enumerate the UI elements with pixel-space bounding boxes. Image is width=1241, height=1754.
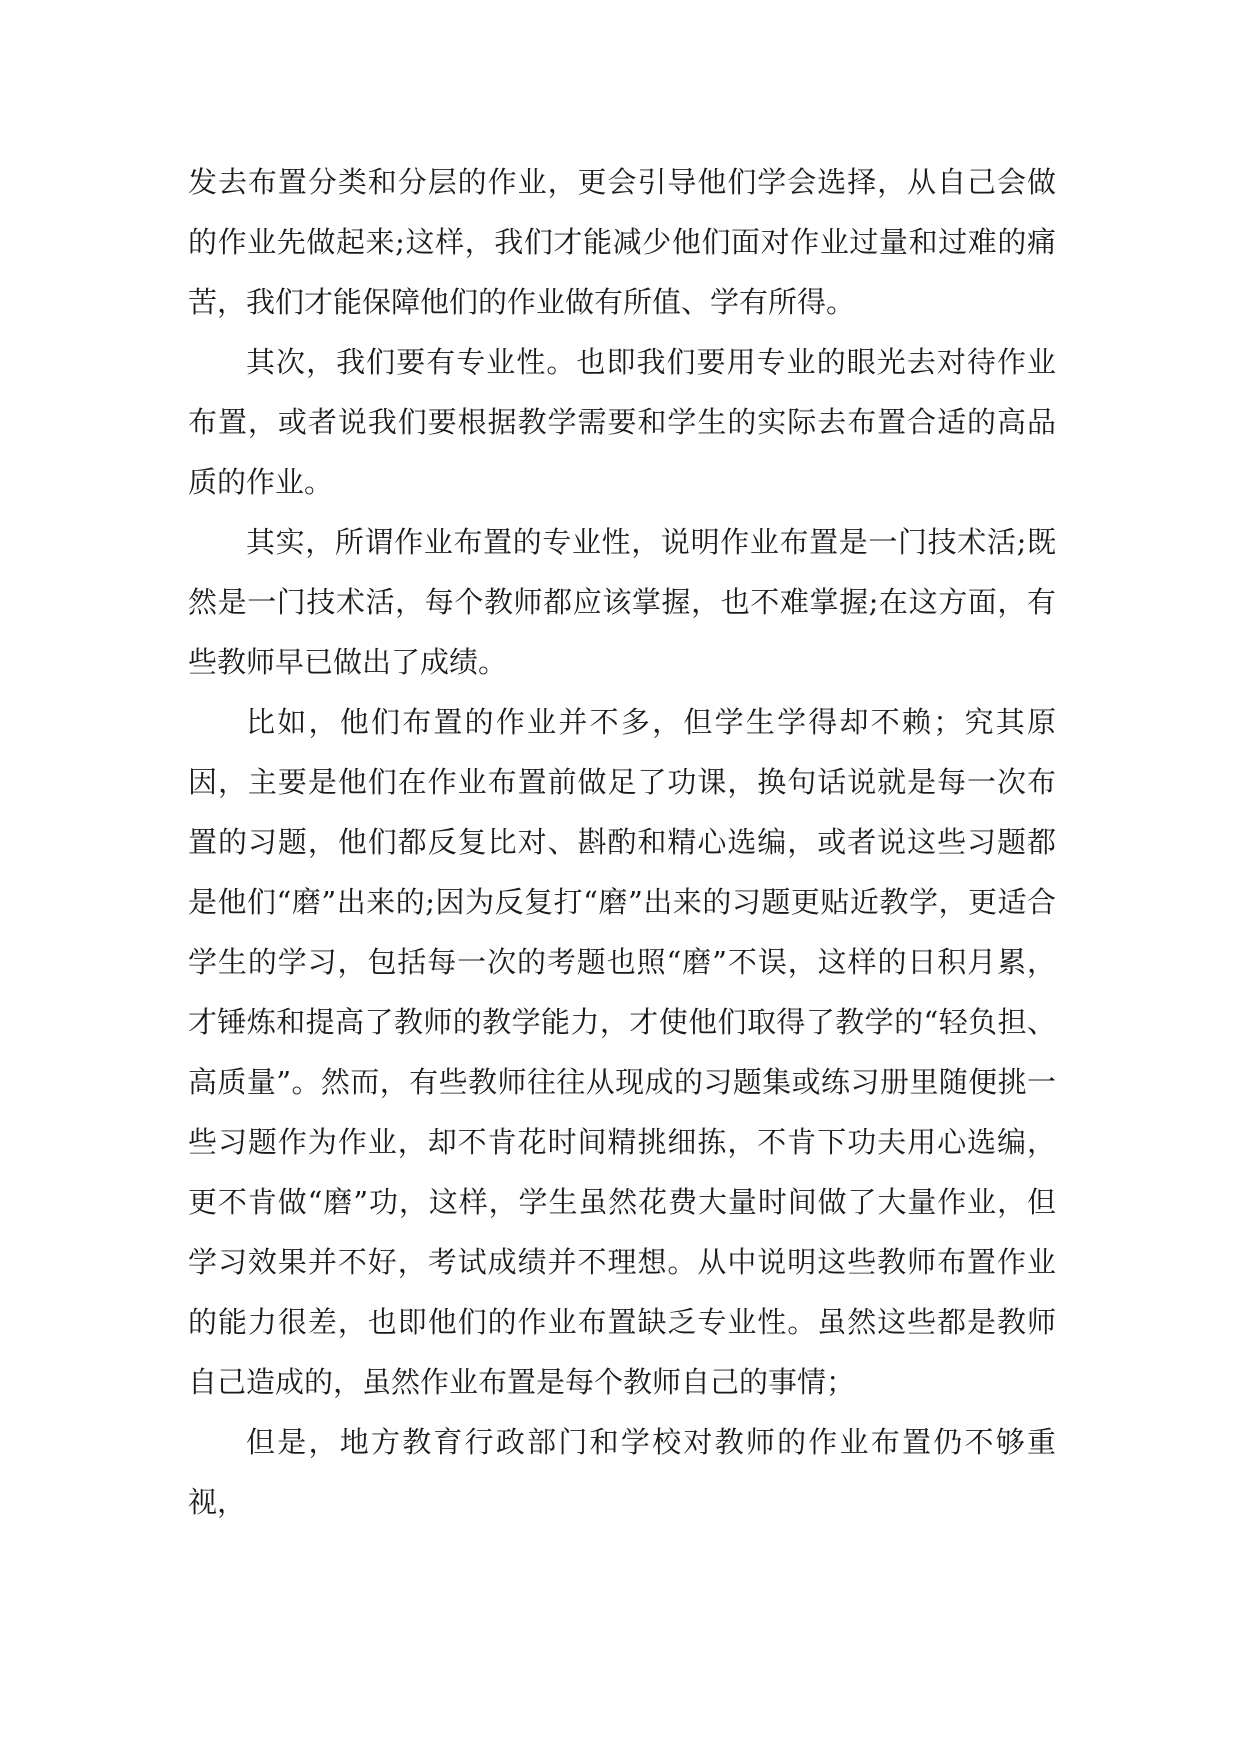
paragraph-3: 其实，所谓作业布置的专业性，说明作业布置是一门技术活;既然是一门技术活，每个教师都应该掌握，也不难掌握;在这方面，有些教师早已做出了成绩。 (188, 525, 1056, 679)
paragraph-2: 其次，我们要有专业性。也即我们要用专业的眼光去对待作业布置，或者说我们要根据教学需要和学生的实际去布置合适的高品质的作业。 (188, 345, 1056, 499)
paragraph-5: 但是，地方教育行政部门和学校对教师的作业布置仍不够重视， (188, 1425, 1056, 1519)
body-text (188, 152, 1056, 1532)
paragraph-4: 比如，他们布置的作业并不多，但学生学得却不赖；究其原因，主要是他们在作业布置前做足了功课，换句话说就是每一次布置的习题，他们都反复比对、斟酌和精心选编，或者说这些习题都是他们“磨”出来的;因为反复打“磨”出来的习题更贴近教学，更适合学生的学习，包括每一次的考题也照“磨”不误，这样的日积月累，才锤炼和提高了教师的教学能力，才使他们取得了教学的“轻负担、高质量”。然而，有些教师往往从现成的习题集或练习册里随便挑一些习题作为作业，却不肯花时间精挑细拣，不肯下功夫用心选编，更不肯做“磨”功，这样，学生虽然花费大量时间做了大量作业，但学习效果并不好，考试成绩并不理想。从中说明这些教师布置作业的能力很差，也即他们的作业布置缺乏专业性。虽然这些都是教师自己造成的，虽然作业布置是每个教师自己的事情； (188, 705, 1056, 1399)
paragraph-1: 发去布置分类和分层的作业，更会引导他们学会选择，从自己会做的作业先做起来;这样，我们才能减少他们面对作业过量和过难的痛苦，我们才能保障他们的作业做有所值、学有所得。 (188, 165, 1056, 319)
